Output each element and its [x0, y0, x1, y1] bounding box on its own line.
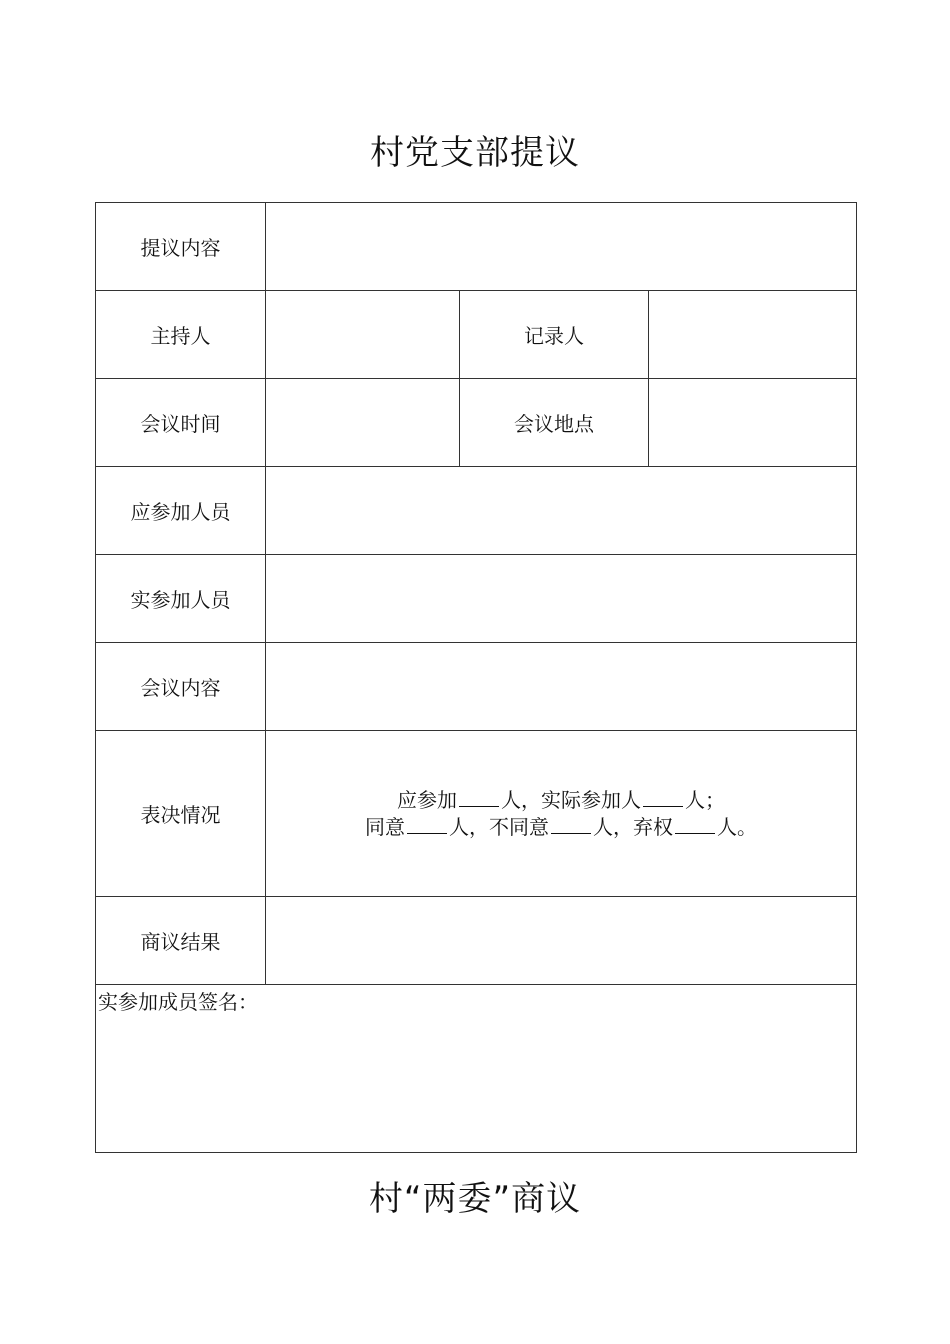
- expected-attendees-field[interactable]: [266, 467, 857, 555]
- row-meeting-content: [96, 643, 857, 731]
- meeting-place-field[interactable]: [649, 379, 857, 467]
- meeting-time-field[interactable]: [266, 379, 460, 467]
- proposal-content-label: 提议内容: [96, 203, 266, 291]
- vote-text: 同意: [365, 814, 405, 839]
- meeting-place-label: 会议地点: [460, 379, 649, 467]
- host-label: 主持人: [96, 291, 266, 379]
- disagree-count-blank[interactable]: [551, 815, 591, 834]
- row-time-place: [96, 379, 857, 467]
- signature-label: 实参加成员签名：: [98, 990, 258, 1014]
- row-expected-attendees: [96, 467, 857, 555]
- actual-attendees-field[interactable]: [266, 555, 857, 643]
- agree-count-blank[interactable]: [407, 815, 447, 834]
- vote-line-2: [266, 814, 856, 841]
- result-label: 商议结果: [96, 897, 266, 985]
- vote-text: 人，不同意: [449, 814, 549, 839]
- vote-text: 人；: [685, 787, 725, 812]
- recorder-field[interactable]: [649, 291, 857, 379]
- footer-title: 村“两委”商议: [368, 1179, 582, 1219]
- vote-text: 人。: [717, 814, 757, 839]
- row-signature: [96, 985, 857, 1153]
- vote-label: 表决情况: [96, 731, 266, 897]
- row-proposal-content: [96, 203, 857, 291]
- meeting-content-label: 会议内容: [96, 643, 266, 731]
- vote-text: 人，弃权: [593, 814, 673, 839]
- result-field[interactable]: [266, 897, 857, 985]
- vote-line-1: [266, 787, 856, 814]
- vote-text: 人，实际参加人: [501, 787, 641, 812]
- abstain-count-blank[interactable]: [675, 815, 715, 834]
- row-host-recorder: [96, 291, 857, 379]
- expected-attendees-label: 应参加人员: [96, 467, 266, 555]
- meeting-content-field[interactable]: [266, 643, 857, 731]
- row-result: [96, 897, 857, 985]
- vote-text: 应参加: [397, 787, 457, 812]
- row-actual-attendees: [96, 555, 857, 643]
- host-field[interactable]: [266, 291, 460, 379]
- actual-count-blank[interactable]: [643, 788, 683, 807]
- signature-field[interactable]: [96, 985, 857, 1153]
- page-title: 村党支部提议: [370, 133, 580, 173]
- vote-field[interactable]: [266, 731, 857, 897]
- recorder-label: 记录人: [460, 291, 649, 379]
- meeting-time-label: 会议时间: [96, 379, 266, 467]
- actual-attendees-label: 实参加人员: [96, 555, 266, 643]
- row-vote: [96, 731, 857, 897]
- proposal-content-field[interactable]: [266, 203, 857, 291]
- expected-count-blank[interactable]: [459, 788, 499, 807]
- proposal-form-table: [95, 202, 857, 1153]
